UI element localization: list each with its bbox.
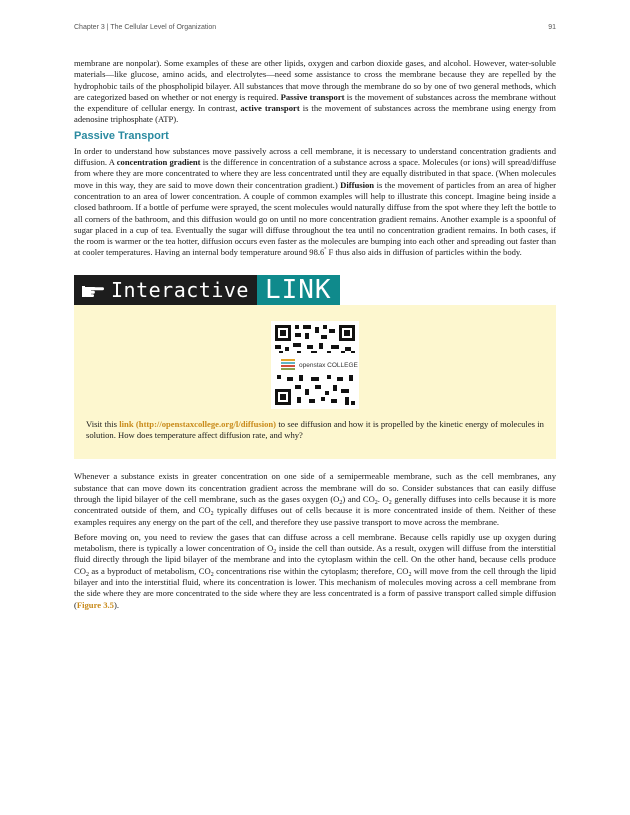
page-header xyxy=(74,24,556,31)
interactive-link-text: Visit this link (http://openstaxcollege.org/l/diffusion) to see diffusion and how it is propelled by the kinetic energy of molecules in solution. How does temperature affect diffusion rate, and why? xyxy=(86,418,544,441)
chapter-title: Chapter 3 | The Cellular Level of Organization xyxy=(74,24,217,31)
term-passive-transport: Passive transport xyxy=(280,91,345,102)
section-heading: Passive Transport xyxy=(74,129,169,142)
interactive-link-box xyxy=(74,275,556,460)
paragraph-gases: Before moving on, you need to review the gases that can diffuse across a cell membrane. Because cells rapidly use up oxygen during metabolism, there is typically a lower concentration of $O_2$ inside the cell than outside. As a result, oxygen will diffuse from the interstitial fluid directly through the lipid bilayer of the membrane and into the cytoplasm within the cell. On the other hand, because cells produce $CO_2$ as a byproduct of metabolism, $CO_2$ concentrations rise within the cytoplasm; therefore, $CO_2$ will move from the cell through the lipid bilayer and into the interstitial fluid, where its concentration is lower. This mechanism of molecules moving across a cell membrane from the side where they are more concentrated to the side where they are less concentrated is a form of passive transport called simple diffusion (Figure 3.5). xyxy=(74,531,556,610)
page-number: 91 xyxy=(548,24,556,31)
diffusion-link[interactable]: link (http://openstaxcollege.org/l/diffusion) xyxy=(119,418,277,429)
paragraph-diffusion: In order to understand how substances move passively across a cell membrane, it is necessary to understand concentration gradients and diffusion. A concentration gradient is the difference in concentration of a substance across a space. Molecules (or ions) will spread/diffuse from where they are more concentrated to where they are less concentrated until they are equally distributed in that space. (When molecules move in this way, they are said to move down their concentration gradient.) Diffusion is the movement of particles from an area of higher concentration to an area of lower concentration. A couple of common examples will help to illustrate this concept. Imagine being inside a closed bathroom. If a bottle of perfume were sprayed, the scent molecules would naturally diffuse from the spot where they left the bottle to all corners of the bathroom, and this diffusion would go on until no more concentration gradient remains. Another example is a spoonful of sugar placed in a cup of tea. Eventually the sugar will diffuse throughout the tea until no concentration gradient remains. In both cases, if the room is warmer or the tea hotter, diffusion occurs even faster as the molecules are bumping into each other and spreading out faster than at cooler temperatures. Having an internal body temperature around 98.6° F thus also aids in diffusion of particles within the body. xyxy=(74,145,557,258)
qr-code-image[interactable] xyxy=(271,321,359,409)
interactive-content xyxy=(74,305,556,460)
term-active-transport: active transport xyxy=(240,103,300,114)
figure-reference-link[interactable]: Figure 3.5 xyxy=(76,599,114,610)
paragraph-semipermeable: Whenever a substance exists in greater concentration on one side of a semipermeable membrane, such as the cell membranes, any substance that can move down its concentration gradient across the membrane will do so. Consider substances that can easily diffuse through the lipid bilayer of the cell membrane, such as the gases oxygen $(O_2)$ and $CO_2$. $O_2$ generally diffuses into cells because it is more concentrated outside of them, and $CO_2$ typically diffuses out of cells because it is more concentrated inside of them. Neither of these examples requires any energy on the part of the cell, and therefore they use passive transport to move across the membrane. xyxy=(74,471,556,527)
banner-word: Interactive xyxy=(111,277,249,302)
openstax-logo-text: openstax COLLEGE xyxy=(299,361,358,369)
paragraph-transport-intro: membrane are nonpolar). Some examples of these are other lipids, oxygen and carbon dioxide gases, and alcohol. However, water-soluble materials—like glucose, amino acids, and electrolytes—need some assistance to cross the membrane because they are repelled by the hydrophobic tails of the phospholipid bilayer. All substances that move through the membrane do so by one of two general methods, which are categorized based on whether or not energy is required. Passive transport is the movement of substances across the membrane without the expenditure of cellular energy. In contrast, active transport is the movement of substances across the membrane using energy from adenosine triphosphate (ATP). xyxy=(74,58,556,125)
page-content xyxy=(74,58,556,615)
term-diffusion: Diffusion xyxy=(340,179,375,190)
interactive-link-banner xyxy=(74,275,556,305)
banner-link-word: LINK xyxy=(264,274,332,305)
term-concentration-gradient: concentration gradient xyxy=(116,157,201,168)
pointing-hand-icon xyxy=(82,282,104,298)
